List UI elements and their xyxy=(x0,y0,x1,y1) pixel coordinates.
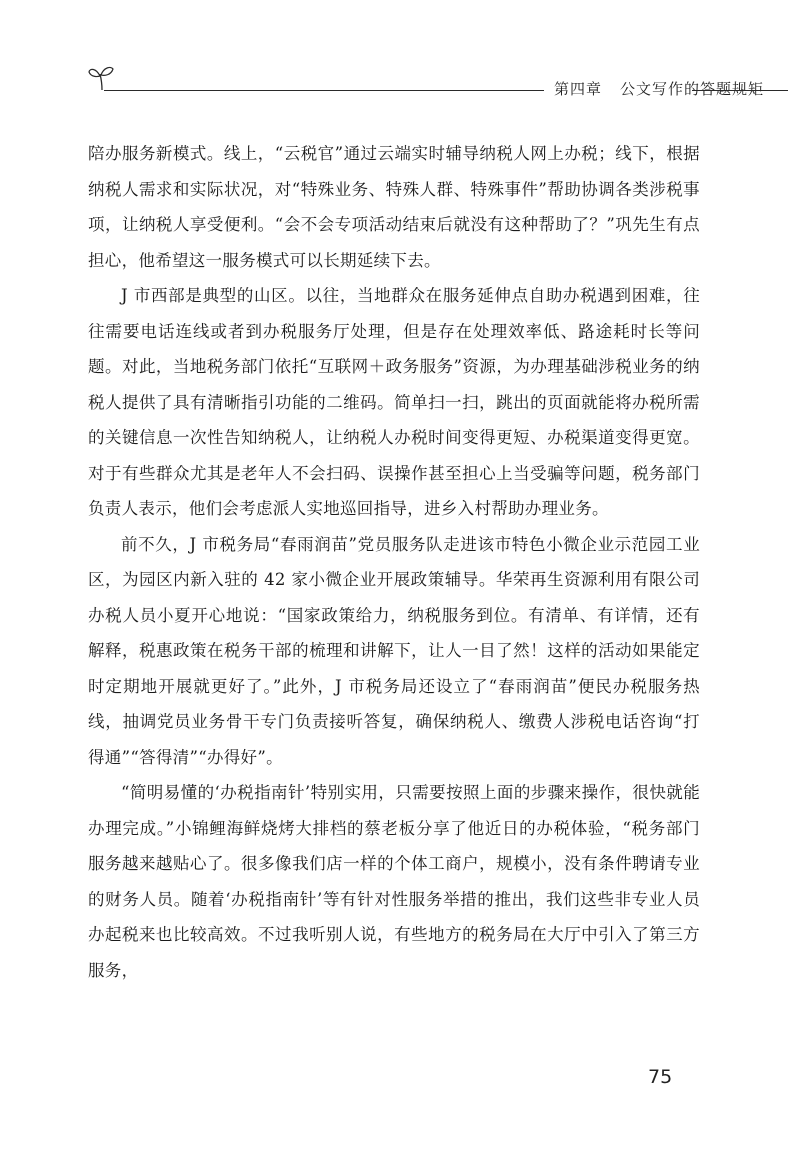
header-rule-left xyxy=(104,90,544,91)
paragraph: J 市西部是典型的山区。以往，当地群众在服务延伸点自助办税遇到困难，往往需要电话连线或者到办税服务厅处理，但是存在处理效率低、路途耗时长等问题。对此，当地税务部门依托“互联网＋政务服务”资源，为办理基础涉税业务的纳税人提供了具有清晰指引功能的二维码。简单扫一扫，跳出的页面就能将办税所需的关键信息一次性告知纳税人，让纳税人办税时间变得更短、办税渠道变得更宽。对于有些群众尤其是老年人不会扫码、误操作甚至担心上当受骗等问题，税务部门负责人表示，他们会考虑派人实地巡回指导，进乡入村帮助办理业务。 xyxy=(88,286,700,518)
sprout-icon xyxy=(88,64,118,92)
chapter-title xyxy=(554,78,764,99)
paragraph: 陪办服务新模式。线上，“云税官”通过云端实时辅导纳税人网上办税；线下，根据纳税人需求和实际状况，对“特殊业务、特殊人群、特殊事件”帮助协调各类涉税事项，让纳税人享受便利。“会不会专项活动结束后就没有这种帮助了？”巩先生有点担心，他希望这一服务模式可以长期延续下去。 xyxy=(88,144,700,270)
chapter-number: 第四章 xyxy=(554,80,603,98)
body-text xyxy=(88,136,700,988)
paragraph: “简明易懂的‘办税指南针’特别实用，只需要按照上面的步骤来操作，很快就能办理完成。”小锦鲤海鲜烧烤大排档的蔡老板分享了他近日的办税体验，“税务部门服务越来越贴心了。很多像我们店一样的个体工商户，规模小，没有条件聘请专业的财务人员。随着‘办税指南针’等有针对性服务举措的推出，我们这些非专业人员办起税来也比较高效。不过我听别人说，有些地方的税务局在大厅中引入了第三方服务， xyxy=(88,783,700,980)
chapter-name: 公文写作的答题规矩 xyxy=(620,80,765,98)
paragraph: 前不久，J 市税务局“春雨润苗”党员服务队走进该市特色小微企业示范园工业区，为园区内新入驻的 42 家小微企业开展政策辅导。华荣再生资源利用有限公司办税人员小夏开心地说：“国家政策给力，纳税服务到位。有清单、有详情，还有解释，税惠政策在税务干部的梳理和讲解下，让人一目了然！这样的活动如果能定时定期地开展就更好了。”此外，J 市税务局还设立了“春雨润苗”便民办税服务热线，抽调党员业务骨干专门负责接听答复，确保纳税人、缴费人涉税电话咨询“打得通”“答得清”“办得好”。 xyxy=(88,534,700,767)
header-rule-right xyxy=(692,90,788,91)
running-header xyxy=(88,64,788,104)
page-number: 75 xyxy=(648,1066,673,1088)
